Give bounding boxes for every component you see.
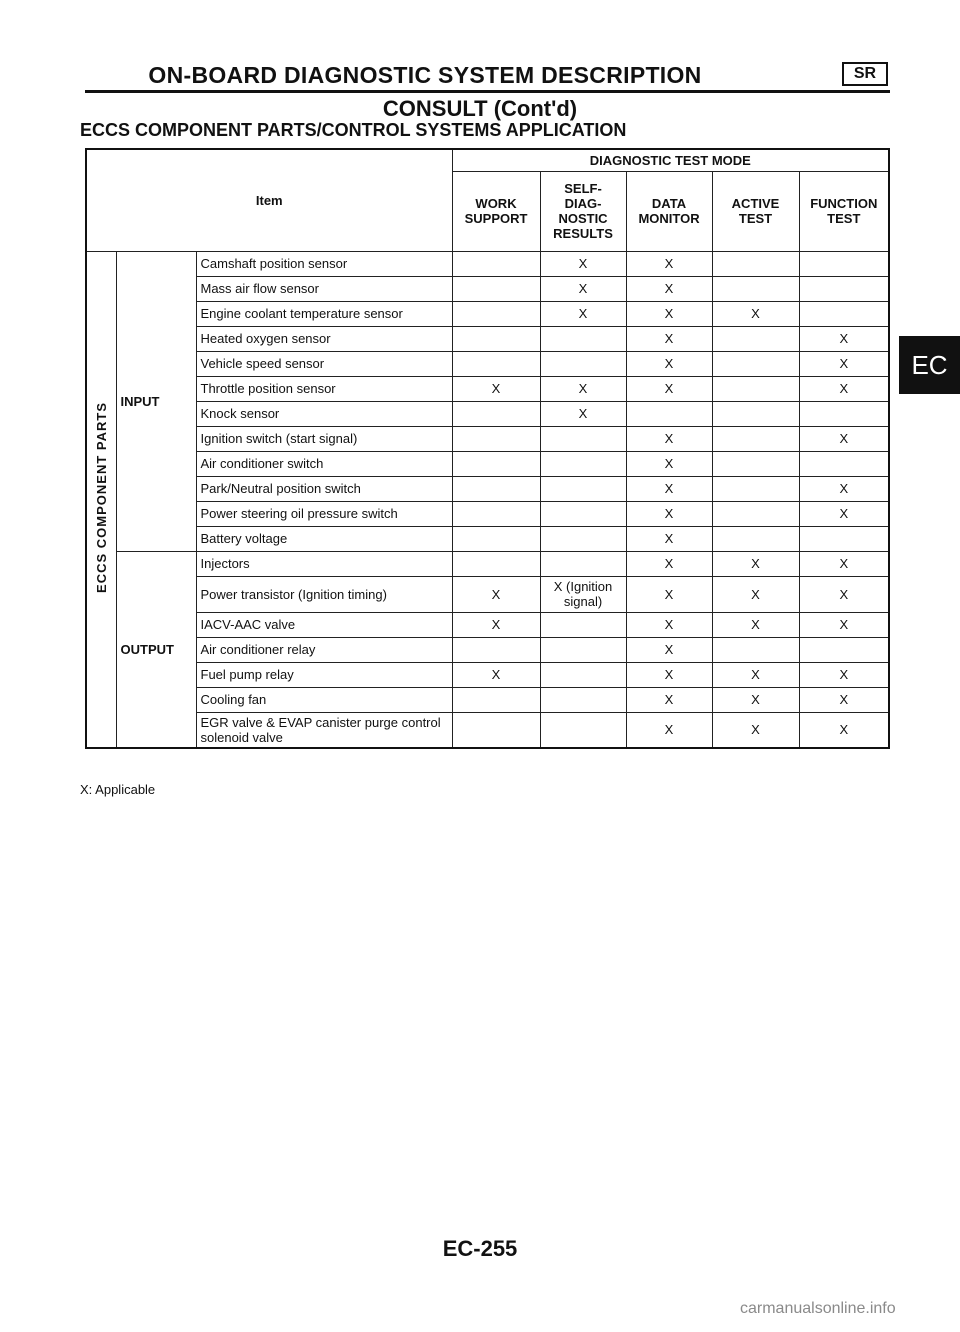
mode-cell: X <box>712 612 799 637</box>
item-name: Camshaft position sensor <box>196 251 452 276</box>
item-name: Fuel pump relay <box>196 662 452 687</box>
page-number: EC-255 <box>442 1236 518 1261</box>
item-name: Power transistor (Ignition timing) <box>196 576 452 612</box>
mode-cell <box>712 351 799 376</box>
table-row <box>86 501 889 526</box>
mode-cell <box>540 426 626 451</box>
mode-cell: X <box>799 476 889 501</box>
mode-cell: X (Ignition signal) <box>540 576 626 612</box>
mode-cell <box>712 276 799 301</box>
mode-cell: X <box>712 551 799 576</box>
item-name: Battery voltage <box>196 526 452 551</box>
mode-cell: X <box>626 576 712 612</box>
mode-cell: X <box>799 687 889 712</box>
table-row <box>86 351 889 376</box>
mode-cell <box>452 712 540 748</box>
mode-cell <box>452 526 540 551</box>
mode-cell: X <box>712 662 799 687</box>
mode-cell <box>712 326 799 351</box>
column-header-line: SUPPORT <box>464 211 528 226</box>
mode-cell: X <box>540 401 626 426</box>
mode-cell <box>712 501 799 526</box>
mode-cell: X <box>799 612 889 637</box>
application-table <box>85 148 890 749</box>
mode-header: DIAGNOSTIC TEST MODE <box>452 149 889 171</box>
mode-cell: X <box>626 351 712 376</box>
section-tab-ec[interactable]: EC <box>899 336 960 394</box>
item-name: Knock sensor <box>196 401 452 426</box>
table-row <box>86 551 889 576</box>
column-header-line: FUNCTION <box>810 196 878 211</box>
mode-cell: X <box>712 712 799 748</box>
column-header-line: TEST <box>827 211 861 226</box>
mode-cell: X <box>452 612 540 637</box>
mode-cell: X <box>540 276 626 301</box>
item-name: Mass air flow sensor <box>196 276 452 301</box>
column-header-line: NOSTIC <box>558 211 608 226</box>
mode-cell <box>452 501 540 526</box>
column-header-line: DATA <box>651 196 687 211</box>
table-row <box>86 376 889 401</box>
mode-cell: X <box>799 326 889 351</box>
item-name: Throttle position sensor <box>196 376 452 401</box>
mode-cell <box>799 637 889 662</box>
item-name: Injectors <box>196 551 452 576</box>
item-name: Engine coolant temperature sensor <box>196 301 452 326</box>
table-row <box>86 526 889 551</box>
mode-cell: X <box>712 687 799 712</box>
mode-cell: X <box>626 612 712 637</box>
table-row <box>86 687 889 712</box>
column-header-line: RESULTS <box>553 226 613 241</box>
section-title: ECCS COMPONENT PARTS/CONTROL SYSTEMS APPLICATION <box>80 120 627 140</box>
mode-cell: X <box>626 276 712 301</box>
mode-cell <box>799 451 889 476</box>
category-label <box>86 251 116 748</box>
column-header <box>626 171 712 251</box>
item-name: Air conditioner relay <box>196 637 452 662</box>
mode-cell: X <box>799 551 889 576</box>
mode-cell <box>452 687 540 712</box>
column-header <box>712 171 799 251</box>
mode-cell <box>799 526 889 551</box>
mode-cell <box>799 276 889 301</box>
item-name: IACV-AAC valve <box>196 612 452 637</box>
mode-cell: X <box>626 551 712 576</box>
mode-cell <box>540 451 626 476</box>
mode-cell: X <box>626 426 712 451</box>
sr-badge: SR <box>842 62 888 86</box>
mode-cell: X <box>452 662 540 687</box>
mode-cell <box>712 637 799 662</box>
mode-cell: X <box>626 687 712 712</box>
mode-cell <box>540 637 626 662</box>
mode-cell: X <box>452 376 540 401</box>
mode-cell <box>452 551 540 576</box>
column-header <box>799 171 889 251</box>
mode-cell <box>540 662 626 687</box>
mode-cell <box>799 251 889 276</box>
item-name: Cooling fan <box>196 687 452 712</box>
mode-cell <box>540 526 626 551</box>
mode-cell: X <box>452 576 540 612</box>
category-label-text: ECCS COMPONENT PARTS <box>93 402 109 594</box>
mode-cell <box>540 712 626 748</box>
mode-cell <box>540 687 626 712</box>
mode-cell <box>540 326 626 351</box>
mode-cell <box>452 426 540 451</box>
column-header <box>540 171 626 251</box>
input-group-label: INPUT <box>116 251 196 551</box>
item-name: Air conditioner switch <box>196 451 452 476</box>
mode-cell <box>452 401 540 426</box>
mode-cell <box>540 351 626 376</box>
mode-cell: X <box>799 501 889 526</box>
mode-cell: X <box>626 451 712 476</box>
mode-cell <box>712 401 799 426</box>
mode-cell: X <box>799 426 889 451</box>
table-row <box>86 712 889 748</box>
column-header-line: TEST <box>738 211 773 226</box>
mode-cell: X <box>799 351 889 376</box>
mode-cell <box>540 551 626 576</box>
item-header: Item <box>86 149 452 251</box>
page-subtitle: CONSULT (Cont'd) <box>382 96 578 121</box>
mode-cell: X <box>626 637 712 662</box>
page-title: ON-BOARD DIAGNOSTIC SYSTEM DESCRIPTION <box>148 62 702 88</box>
mode-cell <box>626 401 712 426</box>
mode-cell: X <box>712 301 799 326</box>
mode-cell <box>799 401 889 426</box>
mode-cell <box>712 476 799 501</box>
mode-cell <box>712 251 799 276</box>
table-row <box>86 401 889 426</box>
table-row <box>86 451 889 476</box>
mode-cell <box>452 276 540 301</box>
mode-cell <box>712 426 799 451</box>
mode-cell <box>452 637 540 662</box>
table-row <box>86 426 889 451</box>
mode-cell: X <box>626 326 712 351</box>
column-header-line: SELF- <box>564 181 602 196</box>
mode-cell: X <box>799 712 889 748</box>
item-name: Heated oxygen sensor <box>196 326 452 351</box>
title-rule <box>85 90 890 93</box>
item-name: Park/Neutral position switch <box>196 476 452 501</box>
mode-cell: X <box>626 712 712 748</box>
mode-cell: X <box>799 576 889 612</box>
mode-cell <box>712 376 799 401</box>
column-header-line: DIAG- <box>564 196 602 211</box>
mode-cell <box>452 351 540 376</box>
mode-cell <box>712 526 799 551</box>
table-row <box>86 576 889 612</box>
item-name: Ignition switch (start signal) <box>196 426 452 451</box>
mode-cell <box>452 476 540 501</box>
item-name: EGR valve & EVAP canister purge control solenoid valve <box>196 712 452 748</box>
mode-cell: X <box>626 501 712 526</box>
column-header-line: MONITOR <box>638 211 700 226</box>
mode-cell: X <box>626 301 712 326</box>
table-row <box>86 637 889 662</box>
table-row <box>86 662 889 687</box>
mode-cell: X <box>626 662 712 687</box>
table-row <box>86 612 889 637</box>
table-row <box>86 276 889 301</box>
table-row <box>86 476 889 501</box>
mode-cell <box>452 251 540 276</box>
mode-cell: X <box>626 476 712 501</box>
column-header <box>452 171 540 251</box>
column-header-line: WORK <box>475 196 517 211</box>
mode-cell <box>452 451 540 476</box>
watermark: carmanualsonline.info <box>740 1300 896 1317</box>
mode-cell <box>799 301 889 326</box>
item-name: Power steering oil pressure switch <box>196 501 452 526</box>
mode-cell: X <box>540 376 626 401</box>
table-row <box>86 301 889 326</box>
mode-cell <box>452 326 540 351</box>
mode-cell: X <box>540 251 626 276</box>
mode-cell: X <box>540 301 626 326</box>
mode-cell: X <box>712 576 799 612</box>
legend: X: Applicable <box>80 782 156 797</box>
mode-cell: X <box>626 251 712 276</box>
mode-cell: X <box>799 662 889 687</box>
item-name: Vehicle speed sensor <box>196 351 452 376</box>
mode-cell: X <box>626 526 712 551</box>
mode-cell <box>540 612 626 637</box>
mode-cell <box>452 301 540 326</box>
mode-cell <box>540 501 626 526</box>
mode-cell: X <box>626 376 712 401</box>
column-header-line: ACTIVE <box>731 196 780 211</box>
table-row <box>86 251 889 276</box>
mode-cell <box>712 451 799 476</box>
output-group-label: OUTPUT <box>116 551 196 748</box>
table-row <box>86 326 889 351</box>
mode-cell <box>540 476 626 501</box>
mode-cell: X <box>799 376 889 401</box>
